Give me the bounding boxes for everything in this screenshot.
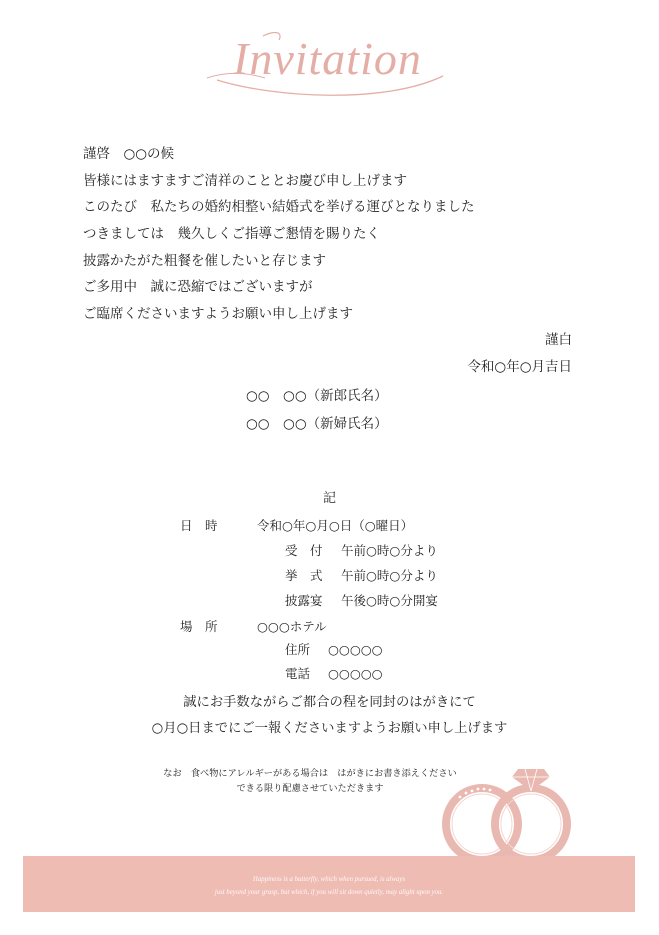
schedule-label: 披露宴	[285, 593, 323, 608]
letter-line: つきましては 幾久しくご指導ご懇情を賜りたく	[83, 226, 380, 243]
schedule-time: 午後○時○分開宴	[341, 593, 438, 608]
venue-value: ○○○ホテル	[257, 619, 327, 634]
rsvp-request	[0, 690, 659, 742]
letter-date: 令和○年○月吉日	[467, 359, 572, 375]
venue-label: 場 所	[180, 619, 218, 634]
letter-body	[83, 141, 583, 328]
closing-word: 謹白	[545, 332, 572, 348]
letter-line: ご臨席くださいますようお願い申し上げます	[83, 306, 353, 323]
couple-names	[246, 383, 388, 438]
footer-quote-line: Happiness is a butterfly, which when pursued, is always	[252, 876, 406, 883]
bride-name: ○○ ○○（新婦氏名）	[246, 415, 388, 432]
footer-band	[23, 856, 635, 912]
request-line: 誠にお手数ながらご都合の程を同封のはがきにて	[183, 695, 476, 710]
letter-line: 謹啓 ○○の候	[83, 146, 175, 162]
footer-quote-line: just beyond your grasp, but which, if you will sit down quietly, may alight upon you.	[214, 889, 444, 896]
invitation-title	[205, 28, 455, 112]
venue-info-value: ○○○○○	[328, 642, 383, 657]
letter-line: 皆様にはますますご清祥のこととお慶び申し上げます	[83, 172, 407, 189]
venue-info-label: 住所	[285, 642, 311, 657]
letter-line: ご多用中 誠に恐縮ではございますが	[83, 279, 313, 296]
wedding-rings-icon	[430, 757, 580, 862]
groom-name: ○○ ○○（新郎氏名）	[246, 388, 388, 404]
request-line: ○月○日までにご一報くださいますようお願い申し上げます	[151, 721, 508, 736]
datetime-value: 令和○年○月○日（○曜日）	[257, 518, 414, 533]
schedule-time: 午前○時○分より	[341, 543, 438, 558]
letter-line: 披露かたがた粗餐を催したいと存じます	[83, 252, 326, 269]
schedule-label: 挙 式	[285, 568, 323, 583]
schedule-time: 午前○時○分より	[341, 568, 438, 583]
datetime-label: 日 時	[180, 518, 218, 533]
letter-line: このたび 私たちの婚約相整い結婚式を挙げる運びとなりました	[83, 199, 475, 216]
note-line: できる限り配慮させていただきます	[236, 783, 384, 794]
venue-info-value: ○○○○○	[328, 666, 383, 681]
schedule-label: 受 付	[285, 543, 323, 558]
venue-info-label: 電話	[285, 666, 311, 681]
details-heading: 記	[322, 491, 336, 506]
title-text: Invitation	[233, 33, 422, 84]
note-line: なお 食べ物にアレルギーがある場合は はがきにお書き添えください	[163, 768, 457, 779]
